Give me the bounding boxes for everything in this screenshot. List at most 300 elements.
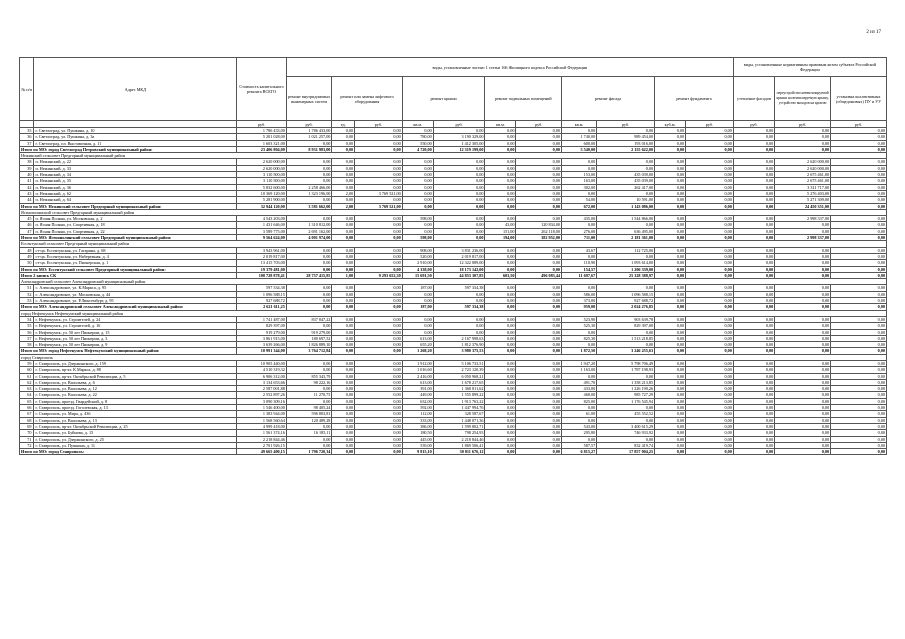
value-cell: 4 720,00 — [402, 146, 433, 152]
row-address: г. Нефтекумск, ул. Строителей, д. 24 — [34, 316, 237, 322]
value-cell: 1 093 614,00 — [597, 260, 655, 266]
value-cell: 0,00 — [402, 228, 433, 234]
value-cell: 0,00 — [831, 134, 887, 140]
value-cell: 0,00 — [831, 329, 887, 335]
value-cell: 98 222,16 — [286, 379, 332, 385]
value-cell: 0,00 — [332, 386, 355, 392]
value-cell: 0,00 — [402, 203, 433, 209]
value-cell: 0,00 — [775, 449, 831, 455]
value-cell: 0,00 — [485, 379, 516, 385]
value-cell: 0,00 — [332, 411, 355, 417]
header-group-regional: виды, установленные нормативным правовым актом субъекта Российской Федерации — [733, 58, 886, 77]
value-cell: 908,00 — [402, 247, 433, 253]
value-cell: 3 980 375,53 — [433, 348, 485, 354]
value-cell: 0,00 — [516, 165, 562, 171]
value-cell: 0,00 — [516, 430, 562, 436]
value-cell: 829 397,00 — [597, 323, 655, 329]
value-cell: 0,00 — [775, 253, 831, 259]
value-cell: 9 815,10 — [402, 449, 433, 455]
value-cell: 5 281 900,00 — [237, 197, 287, 203]
row-address: с. Александровское, ул. Р.Люксембург, д. 95 — [34, 298, 237, 304]
row-address: г. Ставрополь, ул. Дзержинского, д. 25 — [34, 436, 237, 442]
value-cell: 0,00 — [733, 165, 774, 171]
value-cell: 0,00 — [516, 178, 562, 184]
value-cell: 0,00 — [286, 178, 332, 184]
value-cell: 0,00 — [286, 323, 332, 329]
value-cell: 1 912,00 — [402, 360, 433, 366]
value-cell: 0,00 — [655, 298, 686, 304]
value-cell: 0,00 — [516, 411, 562, 417]
value-cell: 1 913 763,22 — [433, 398, 485, 404]
value-cell: 0,00 — [655, 235, 686, 241]
value-cell: 655,20 — [402, 342, 433, 348]
value-cell: 0,00 — [775, 266, 831, 272]
value-cell: 0,00 — [775, 228, 831, 234]
value-cell: 0,00 — [355, 392, 403, 398]
value-cell: 386,00 — [402, 423, 433, 429]
value-cell: 0,00 — [562, 222, 597, 228]
value-cell: 1 555 899,22 — [433, 392, 485, 398]
total-label: Итого 2 запись СК — [20, 272, 237, 278]
value-cell: 0,00 — [485, 423, 516, 429]
value-cell: 520,00 — [402, 253, 433, 259]
value-cell: 0,00 — [686, 423, 734, 429]
value-cell: 0,00 — [516, 323, 562, 329]
value-cell: 0,00 — [355, 178, 403, 184]
value-cell: 0,00 — [831, 360, 887, 366]
row-address: п. Ясная Поляна, ул. Спортивная, д. 22 — [34, 228, 237, 234]
value-cell: 0,00 — [733, 272, 774, 278]
value-cell: 598,00 — [402, 235, 433, 241]
value-cell: 23 406 804,00 — [237, 146, 287, 152]
value-cell: 16 185,11 — [286, 430, 332, 436]
value-cell: 0,00 — [516, 146, 562, 152]
value-cell: 0,00 — [733, 298, 774, 304]
value-cell: 0,00 — [733, 197, 774, 203]
value-cell: 0,00 — [562, 373, 597, 379]
value-cell: 0,00 — [485, 430, 516, 436]
value-cell: 455 552,52 — [597, 411, 655, 417]
value-cell: 0,00 — [562, 405, 597, 411]
value-cell: 0,00 — [686, 253, 734, 259]
value-cell: 0,00 — [733, 335, 774, 341]
value-cell: 0,00 — [332, 128, 355, 134]
value-cell: 0,00 — [686, 235, 734, 241]
value-cell: 0,00 — [597, 165, 655, 171]
row-number: 57 — [20, 335, 34, 341]
value-cell: 0,00 — [355, 386, 403, 392]
row-address: г. Нефтекумск, ул. 50 лет Пионерии, д. 3 — [34, 335, 237, 341]
section-title: город Нефтекумск Нефтекумский муниципальный район — [20, 310, 887, 316]
header-meters: установка коллективных (общедомовых) ПУ и УУ — [831, 77, 887, 121]
value-cell: 1 869 506,41 — [433, 442, 485, 448]
value-cell: 0,00 — [686, 203, 734, 209]
value-cell: 0,00 — [485, 203, 516, 209]
value-cell: 2 218 844,46 — [237, 436, 287, 442]
value-cell: 0,00 — [831, 228, 887, 234]
value-cell: 0,00 — [355, 430, 403, 436]
value-cell: 0,00 — [831, 266, 887, 272]
row-address: п. Нежинский, д. 34 — [34, 172, 237, 178]
row-number: 56 — [20, 329, 34, 335]
value-cell: 0,00 — [655, 323, 686, 329]
value-cell: 0,00 — [775, 260, 831, 266]
value-cell: 0,00 — [831, 342, 887, 348]
value-cell: 0,00 — [355, 260, 403, 266]
row-number: 71 — [20, 436, 34, 442]
value-cell: 0,00 — [485, 392, 516, 398]
value-cell: 0,00 — [686, 146, 734, 152]
value-cell: 0,00 — [655, 367, 686, 373]
value-cell: 10 591,00 — [597, 197, 655, 203]
value-cell: 1 323 196,00 — [286, 190, 332, 196]
value-cell: 597 334,38 — [433, 285, 485, 291]
value-cell: 3 134 653,66 — [237, 379, 287, 385]
value-cell: 0,00 — [733, 449, 774, 455]
row-address: г. Ставрополь, ул. Дзержинского, д. 159 — [34, 360, 237, 366]
value-cell: 4 338,00 — [402, 266, 433, 272]
value-cell: 0,00 — [775, 146, 831, 152]
value-cell: 632,00 — [402, 398, 433, 404]
value-cell: 2 019 817,00 — [237, 253, 287, 259]
value-cell: 0,00 — [485, 449, 516, 455]
row-number: 69 — [20, 423, 34, 429]
value-cell: 0,00 — [516, 260, 562, 266]
value-cell: 711,00 — [562, 235, 597, 241]
value-cell: 0,00 — [355, 436, 403, 442]
value-cell: 0,00 — [355, 298, 403, 304]
value-cell: 0,00 — [433, 222, 485, 228]
value-cell: 0,00 — [831, 253, 887, 259]
value-cell: 0,00 — [775, 386, 831, 392]
value-cell: 0,00 — [655, 417, 686, 423]
value-cell: 2,00 — [332, 190, 355, 196]
value-cell: 0,00 — [485, 298, 516, 304]
value-cell: 0,00 — [655, 449, 686, 455]
value-cell: 0,00 — [516, 266, 562, 272]
value-cell: 0,00 — [686, 373, 734, 379]
value-cell: 0,00 — [516, 398, 562, 404]
value-cell: 0,00 — [355, 342, 403, 348]
value-cell: 3 639 266,00 — [237, 342, 287, 348]
value-cell: 0,00 — [332, 417, 355, 423]
value-cell: 154,57 — [562, 266, 597, 272]
value-cell: 0,00 — [402, 165, 433, 171]
value-cell: 180 697,52 — [286, 335, 332, 341]
value-cell: 0,00 — [485, 146, 516, 152]
value-cell: 0,00 — [332, 197, 355, 203]
value-cell: 600,00 — [562, 140, 597, 146]
value-cell: 120 489,28 — [286, 417, 332, 423]
value-cell: 0,00 — [733, 348, 774, 354]
value-cell: 0,00 — [831, 423, 887, 429]
value-cell: 382 952,00 — [516, 235, 562, 241]
value-cell: 0,00 — [355, 216, 403, 222]
value-cell: 328 587,67 — [433, 411, 485, 417]
value-cell: 0,00 — [831, 291, 887, 297]
value-cell: 2 675 461,00 — [775, 178, 831, 184]
value-cell: 0,00 — [831, 386, 887, 392]
value-cell: 0,00 — [733, 405, 774, 411]
value-cell: 0,00 — [332, 348, 355, 354]
value-cell: 0,00 — [733, 436, 774, 442]
value-cell: 0,00 — [433, 172, 485, 178]
value-cell: 0,00 — [332, 373, 355, 379]
value-cell: 0,00 — [332, 360, 355, 366]
header-lift: ремонт или замена лифтового оборудования — [332, 77, 402, 121]
total-label: Итого по МО: Ясенополянский сельсовет Предгорный муниципальный район: — [20, 235, 237, 241]
value-cell: 0,00 — [332, 247, 355, 253]
value-cell: 0,00 — [433, 323, 485, 329]
value-cell: 0,00 — [562, 329, 597, 335]
value-cell: 110,90 — [562, 260, 597, 266]
value-cell: 0,00 — [485, 417, 516, 423]
value-cell: 0,00 — [332, 291, 355, 297]
row-address: г. Светлоград, ул. Пушкина, д. 3а — [34, 134, 237, 140]
value-cell: 0,00 — [686, 266, 734, 272]
value-cell: 0,00 — [775, 272, 831, 278]
value-cell: 0,00 — [775, 323, 831, 329]
value-cell: 1 310 812,00 — [286, 222, 332, 228]
value-cell: 0,00 — [686, 165, 734, 171]
value-cell: 153,00 — [562, 172, 597, 178]
value-cell: 0,00 — [655, 228, 686, 234]
value-cell: 0,00 — [775, 373, 831, 379]
value-cell: 0,00 — [332, 379, 355, 385]
row-address: п. Нежинский, д. 22 — [34, 159, 237, 165]
value-cell: 0,00 — [433, 128, 485, 134]
value-cell: 0,00 — [433, 184, 485, 190]
value-cell: 0,00 — [655, 266, 686, 272]
value-cell: 0,00 — [686, 172, 734, 178]
value-cell: 0,00 — [332, 367, 355, 373]
value-cell: 0,00 — [597, 417, 655, 423]
value-cell: 0,00 — [733, 360, 774, 366]
value-cell: 1 544 866,00 — [597, 216, 655, 222]
row-address: г. Ставрополь, ул. Васильева, д. 12 — [34, 386, 237, 392]
row-number: 35 — [20, 128, 34, 134]
value-cell: 0,00 — [332, 140, 355, 146]
value-cell: 1 021 257,00 — [286, 134, 332, 140]
value-cell: 2 019 817,00 — [433, 253, 485, 259]
value-cell: 0,00 — [733, 190, 774, 196]
header-number: № п/п — [20, 58, 34, 121]
value-cell: 0,00 — [286, 140, 332, 146]
value-cell: 0,00 — [655, 172, 686, 178]
row-address: г. Нефтекумск, ул. Строителей, д. 16 — [34, 323, 237, 329]
value-cell: 0,00 — [562, 165, 597, 171]
value-cell: 0,00 — [485, 285, 516, 291]
row-address: г. Ставрополь, проезд. Гоголевская, д. 13 — [34, 405, 237, 411]
value-cell: 0,00 — [516, 247, 562, 253]
row-number: 61 — [20, 373, 34, 379]
value-cell: 0,00 — [286, 367, 332, 373]
value-cell: 0,00 — [516, 348, 562, 354]
value-cell: 0,00 — [655, 203, 686, 209]
value-cell: 0,00 — [562, 128, 597, 134]
value-cell: 24 450 351,00 — [775, 203, 831, 209]
value-cell: 0,00 — [402, 197, 433, 203]
value-cell: 0,00 — [355, 222, 403, 228]
value-cell: 0,00 — [831, 405, 887, 411]
value-cell: 0,00 — [332, 342, 355, 348]
value-cell: 0,00 — [733, 323, 774, 329]
value-cell: 0,00 — [433, 316, 485, 322]
value-cell: 1 599 802,71 — [433, 423, 485, 429]
value-cell: 0,00 — [332, 172, 355, 178]
value-cell: 0,00 — [831, 197, 887, 203]
value-cell: 0,00 — [355, 285, 403, 291]
value-cell: 0,00 — [433, 197, 485, 203]
header-facade: ремонт фасада — [562, 77, 655, 121]
value-cell: 3 589 775,00 — [237, 228, 287, 234]
value-cell: 2 181 361,00 — [597, 235, 655, 241]
value-cell: 0,00 — [516, 298, 562, 304]
row-number: 51 — [20, 285, 34, 291]
value-cell: 1 812 376,90 — [433, 342, 485, 348]
value-cell: 0,00 — [485, 266, 516, 272]
value-cell: 0,00 — [831, 235, 887, 241]
value-cell: 4 001 974,00 — [286, 235, 332, 241]
value-cell: 0,00 — [686, 436, 734, 442]
value-cell: 0,00 — [485, 247, 516, 253]
value-cell: 491,70 — [562, 379, 597, 385]
value-cell: 0,00 — [831, 178, 887, 184]
row-number: 36 — [20, 134, 34, 140]
value-cell: 0,00 — [402, 329, 433, 335]
value-cell: 0,00 — [686, 247, 734, 253]
value-cell: 0,00 — [655, 190, 686, 196]
value-cell: 44 853 307,85 — [433, 272, 485, 278]
value-cell: 2 620 000,00 — [237, 165, 287, 171]
value-cell: 0,00 — [562, 190, 597, 196]
value-cell: 0,00 — [686, 430, 734, 436]
value-cell: 0,00 — [733, 172, 774, 178]
value-cell: 4 543 203,00 — [237, 216, 287, 222]
value-cell: 0,00 — [516, 335, 562, 341]
row-address: п. Нежинский, д. 62 — [34, 190, 237, 196]
value-cell: 0,00 — [655, 159, 686, 165]
value-cell: 0,00 — [655, 285, 686, 291]
value-cell: 592,00 — [402, 405, 433, 411]
value-cell: 1 383 944,00 — [237, 411, 287, 417]
value-cell: 0,00 — [686, 128, 734, 134]
value-cell: 0,00 — [655, 360, 686, 366]
value-cell: 0,00 — [402, 316, 433, 322]
value-cell: 28 757 415,85 — [286, 272, 332, 278]
value-cell: 3 861 915,00 — [237, 335, 287, 341]
value-cell: 825,00 — [562, 398, 597, 404]
value-cell: 0,00 — [332, 222, 355, 228]
value-cell: 3 400 615,29 — [597, 423, 655, 429]
row-address: ст-ца. Ессентукская, ул. Пионерская, д. 1 — [34, 260, 237, 266]
value-cell: 0,00 — [355, 423, 403, 429]
value-cell: 2 552 897,26 — [237, 392, 287, 398]
unit-cell: кв.м. — [562, 121, 597, 128]
row-address: п. Нежинский, д. 64 — [34, 197, 237, 203]
value-cell: 0,00 — [562, 159, 597, 165]
value-cell: 3 311 717,00 — [775, 184, 831, 190]
total-label: Итого по МО: Александровский сельсовет Александровский муниципальный район: — [20, 304, 237, 310]
value-cell: 0,00 — [831, 159, 887, 165]
value-cell: 0,00 — [433, 291, 485, 297]
value-cell: 0,00 — [433, 329, 485, 335]
section-title: Ясенополянский сельсовет Предгорный муниципальный район — [20, 209, 887, 215]
value-cell: 1 096 588,15 — [597, 291, 655, 297]
value-cell: 0,00 — [286, 285, 332, 291]
value-cell: 837 847,22 — [286, 316, 332, 322]
value-cell: 2 691 162,00 — [286, 228, 332, 234]
value-cell: 61,00 — [562, 411, 597, 417]
value-cell: 0,00 — [733, 442, 774, 448]
value-cell: 2 218 844,46 — [433, 436, 485, 442]
value-cell: 0,00 — [355, 253, 403, 259]
row-address: г. Ставрополь, ул. Васильева, д. 22 — [34, 392, 237, 398]
value-cell: 0,00 — [516, 417, 562, 423]
total-row — [20, 449, 887, 455]
value-cell: 523,90 — [562, 316, 597, 322]
value-cell: 0,00 — [562, 417, 597, 423]
value-cell: 13 415 703,00 — [237, 260, 287, 266]
value-cell: 0,00 — [831, 367, 887, 373]
value-cell: 1 176 545,94 — [597, 398, 655, 404]
value-cell: 0,00 — [733, 316, 774, 322]
value-cell: 0,00 — [332, 298, 355, 304]
value-cell: 613,00 — [402, 379, 433, 385]
row-number: 59 — [20, 360, 34, 366]
value-cell: 0,00 — [485, 436, 516, 442]
value-cell: 187,00 — [402, 285, 433, 291]
value-cell: 0,00 — [655, 178, 686, 184]
value-cell: 0,00 — [686, 260, 734, 266]
value-cell: 1 561 374,16 — [237, 430, 287, 436]
value-cell: 0,00 — [402, 190, 433, 196]
value-cell: 0,00 — [775, 335, 831, 341]
value-cell: 0,00 — [831, 348, 887, 354]
value-cell: 1,00 — [332, 272, 355, 278]
value-cell: 1 268,20 — [402, 348, 433, 354]
value-cell: 0,00 — [286, 304, 332, 310]
value-cell: 597 334,38 — [237, 285, 287, 291]
value-cell: 3 943 961,00 — [237, 247, 287, 253]
value-cell: 0,00 — [332, 285, 355, 291]
value-cell: 0,00 — [485, 323, 516, 329]
value-cell: 829 397,00 — [237, 323, 287, 329]
value-cell: 0,00 — [655, 398, 686, 404]
value-cell: 0,00 — [286, 159, 332, 165]
row-number: 44 — [20, 197, 34, 203]
value-cell: 0,00 — [485, 367, 516, 373]
value-cell: 194,00 — [485, 235, 516, 241]
value-cell: 30 011 676,12 — [433, 449, 485, 455]
value-cell: 0,00 — [686, 190, 734, 196]
value-cell: 0,00 — [831, 373, 887, 379]
value-cell: 0,00 — [485, 373, 516, 379]
value-cell: 0,00 — [775, 417, 831, 423]
value-cell: 0,00 — [355, 266, 403, 272]
value-cell: 0,00 — [485, 442, 516, 448]
value-cell: 0,00 — [516, 423, 562, 429]
value-cell: 0,00 — [775, 298, 831, 304]
row-address: г. Ставрополь, пр-кт. К.Маркса, д. 88 — [34, 367, 237, 373]
value-cell: 0,00 — [733, 379, 774, 385]
header-basement: ремонт подвальных помещений — [485, 77, 562, 121]
value-cell: 0,00 — [516, 285, 562, 291]
value-cell: 0,00 — [831, 298, 887, 304]
value-cell: 1 016,60 — [402, 367, 433, 373]
value-cell: 0,00 — [516, 184, 562, 190]
value-cell: 6 815,27 — [562, 449, 597, 455]
